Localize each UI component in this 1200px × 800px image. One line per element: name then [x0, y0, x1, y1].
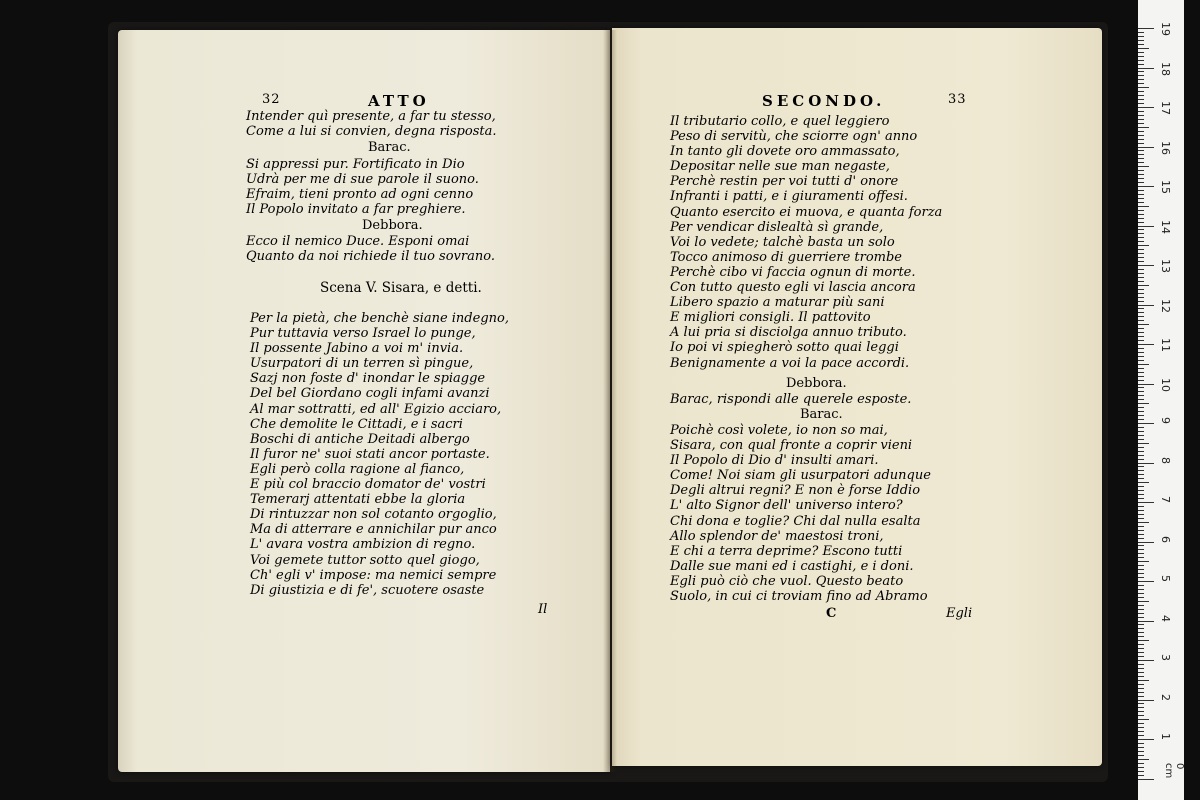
verse-line: Chi dona e toglie? Chi dal nulla esalta: [670, 513, 921, 529]
ruler-number: 7: [1159, 496, 1172, 503]
ruler-tick: [1138, 589, 1144, 590]
ruler-number: 11: [1159, 338, 1172, 352]
verse-line: Efraim, tieni pronto ad ogni cenno: [246, 187, 474, 203]
ruler-tick: [1138, 640, 1149, 641]
ruler-tick: [1138, 174, 1144, 175]
book-gutter: [603, 30, 617, 772]
ruler-tick: [1138, 265, 1154, 266]
ruler-tick: [1138, 672, 1144, 673]
ruler-number: 10: [1159, 377, 1172, 392]
ruler-tick: [1138, 660, 1154, 661]
ruler-number: 6: [1159, 535, 1172, 543]
ruler-tick: [1138, 162, 1144, 163]
ruler-tick: [1138, 324, 1149, 325]
ruler-tick: [1138, 755, 1144, 756]
verse-line: Come! Noi siam gli usurpatori adunque: [670, 468, 931, 484]
ruler-tick: [1138, 593, 1144, 594]
ruler-tick: [1138, 52, 1144, 53]
ruler-tick: [1138, 237, 1144, 238]
verse-line: Dalle sue mani ed i castighi, e i doni.: [670, 558, 914, 574]
verse-line: Voi gemete tuttor sotto quel giogo,: [250, 552, 480, 568]
verse-line: Al mar sottratti, ed all' Egizio acciaro,: [250, 401, 502, 417]
ruler-tick: [1138, 411, 1144, 412]
ruler-tick: [1138, 56, 1144, 57]
ruler-tick: [1138, 553, 1144, 554]
ruler-tick: [1138, 68, 1154, 69]
verse-line: Barac, rispondi alle querele esposte.: [670, 392, 912, 407]
verse-line: Come a lui si convien, degna risposta.: [246, 124, 497, 140]
ruler-tick: [1138, 676, 1144, 677]
verse-line: Boschi di antiche Deitadi albergo: [250, 431, 470, 447]
ruler-tick: [1138, 597, 1144, 598]
verse-line: In tanto gli dovete oro ammassato,: [670, 144, 900, 160]
verse-line: Di giustizia e di fe', scuotere osaste: [250, 582, 485, 598]
right-catchword: Egli: [946, 606, 973, 621]
ruler-tick: [1138, 198, 1144, 199]
ruler-tick: [1138, 549, 1144, 550]
ruler-tick: [1138, 95, 1144, 96]
ruler-tick: [1138, 696, 1144, 697]
ruler-tick: [1138, 368, 1144, 369]
ruler-tick: [1138, 178, 1144, 179]
verse-line: Degli altrui regni? E non è forse Iddio: [670, 483, 921, 499]
verse-line: Il possente Jabino a voi m' invia.: [250, 341, 464, 357]
ruler-tick: [1138, 64, 1144, 65]
ruler-tick: [1138, 581, 1154, 582]
ruler-tick: [1138, 427, 1144, 428]
ruler-tick: [1138, 214, 1144, 215]
ruler-tick: [1138, 482, 1149, 483]
ruler-tick: [1138, 522, 1149, 523]
verse-line: Ma di atterrare e annichilar pur anco: [250, 522, 497, 538]
ruler-tick: [1138, 735, 1144, 736]
ruler-tick: [1138, 447, 1144, 448]
ruler-tick: [1138, 715, 1144, 716]
ruler-tick: [1138, 320, 1144, 321]
ruler-tick: [1138, 621, 1154, 622]
ruler-tick: [1138, 680, 1149, 681]
ruler-tick: [1138, 455, 1144, 456]
ruler-tick: [1138, 423, 1154, 424]
ruler-tick: [1138, 293, 1144, 294]
ruler-tick: [1138, 565, 1144, 566]
ruler-tick: [1138, 139, 1144, 140]
verse-line: Poichè così volete, io non so mai,: [670, 423, 888, 438]
verse-line: Egli però colla ragione al fianco,: [250, 461, 465, 477]
ruler-tick: [1138, 233, 1144, 234]
ruler-tick: [1138, 743, 1144, 744]
ruler-number: 17: [1159, 101, 1172, 115]
ruler-tick: [1138, 71, 1144, 72]
ruler-number: 18: [1159, 61, 1172, 76]
left-page-number: 32: [262, 92, 281, 107]
verse-line: Il furor ne' suoi stati ancor portaste.: [250, 446, 490, 462]
verse-line: Che demolite le Cittadi, e i sacri: [250, 416, 463, 432]
ruler-tick: [1138, 253, 1144, 254]
left-text-block-3: [246, 234, 495, 264]
verse-line: Ecco il nemico Duce. Esponi omai: [246, 234, 470, 249]
verse-line: Intender quì presente, a far tu stesso,: [246, 109, 496, 124]
ruler-tick: [1138, 605, 1144, 606]
ruler-tick: [1138, 739, 1154, 740]
ruler-tick: [1138, 530, 1144, 531]
left-catchword: Il: [538, 602, 548, 617]
left-text-block-2: [246, 157, 479, 217]
right-text-block-3: [670, 423, 931, 604]
ruler-tick: [1138, 194, 1144, 195]
ruler-tick: [1138, 186, 1154, 187]
ruler-tick: [1138, 40, 1144, 41]
ruler-tick: [1138, 494, 1144, 495]
ruler-tick: [1138, 190, 1144, 191]
ruler-tick: [1138, 538, 1144, 539]
verse-line: A lui pria si disciolga annuo tributo.: [670, 325, 907, 341]
ruler-tick: [1138, 380, 1144, 381]
ruler-tick: [1138, 510, 1144, 511]
verse-line: Suolo, in cui ci troviam fino ad Abramo: [670, 589, 928, 605]
ruler-tick: [1138, 459, 1144, 460]
ruler-tick: [1138, 668, 1144, 669]
verse-line: Il Popolo invitato a far preghiere.: [246, 202, 466, 218]
ruler-tick: [1138, 356, 1144, 357]
ruler-tick: [1138, 289, 1144, 290]
ruler-tick: [1138, 403, 1149, 404]
ruler-tick: [1138, 644, 1144, 645]
ruler-tick: [1138, 107, 1154, 108]
ruler-unit-label: 0 cm: [1163, 763, 1185, 779]
ruler-tick: [1138, 387, 1144, 388]
ruler-tick: [1138, 218, 1144, 219]
ruler-tick: [1138, 297, 1144, 298]
ruler-tick: [1138, 32, 1144, 33]
ruler-tick: [1138, 87, 1149, 88]
ruler-tick: [1138, 166, 1149, 167]
ruler-tick: [1138, 182, 1144, 183]
ruler-tick: [1138, 577, 1144, 578]
left-text-block-1: [246, 109, 496, 139]
ruler-tick: [1138, 727, 1144, 728]
verse-line: Con tutto questo egli vi lascia ancora: [670, 280, 916, 296]
left-text-block-4: [250, 311, 509, 598]
ruler-tick: [1138, 348, 1144, 349]
ruler-tick: [1138, 415, 1144, 416]
ruler-tick: [1138, 79, 1144, 80]
signature-mark: C: [826, 606, 837, 621]
ruler-tick: [1138, 775, 1144, 776]
ruler-number: 12: [1159, 298, 1172, 313]
ruler-tick: [1138, 395, 1144, 396]
verse-line: Sisara, con qual fronte a coprir vieni: [670, 438, 913, 454]
ruler-tick: [1138, 281, 1144, 282]
ruler-tick: [1138, 534, 1144, 535]
ruler-tick: [1138, 60, 1144, 61]
left-speaker-2: Debbora.: [362, 218, 423, 233]
ruler-tick: [1138, 518, 1144, 519]
ruler-tick: [1138, 305, 1154, 306]
verse-line: L' avara vostra ambizion di regno.: [250, 537, 476, 553]
ruler-tick: [1138, 103, 1144, 104]
ruler-tick: [1138, 249, 1144, 250]
ruler-tick: [1138, 257, 1144, 258]
ruler-tick: [1138, 308, 1144, 309]
ruler-tick: [1138, 451, 1144, 452]
ruler-tick: [1138, 328, 1144, 329]
ruler-tick: [1138, 28, 1154, 29]
verse-line: E migliori consigli. Il pattovito: [670, 310, 871, 326]
ruler-tick: [1138, 648, 1144, 649]
right-text-block-2: [670, 392, 911, 407]
ruler-tick: [1138, 91, 1144, 92]
ruler-tick: [1138, 135, 1144, 136]
ruler-tick: [1138, 352, 1144, 353]
ruler-tick: [1138, 269, 1144, 270]
ruler-tick: [1138, 119, 1144, 120]
verse-line: Peso di servitù, che sciorre ogn' anno: [670, 129, 918, 145]
verse-line: Usurpatori di un terren sì pingue,: [250, 356, 474, 372]
verse-line: Egli può ciò che vuol. Questo beato: [670, 573, 904, 589]
ruler-tick: [1138, 226, 1154, 227]
ruler-tick: [1138, 624, 1144, 625]
ruler-tick: [1138, 273, 1144, 274]
ruler-tick: [1138, 384, 1154, 385]
left-running-head: ATTO: [368, 92, 430, 110]
ruler-tick: [1138, 99, 1144, 100]
verse-line: Del bel Giordano cogli infami avanzi: [250, 386, 490, 402]
verse-line: Benignamente a voi la pace accordi.: [670, 355, 910, 371]
ruler-tick: [1138, 751, 1144, 752]
ruler-tick: [1138, 344, 1154, 345]
ruler-tick: [1138, 419, 1144, 420]
ruler-number: 13: [1159, 259, 1172, 273]
ruler-tick: [1138, 463, 1154, 464]
ruler-tick: [1138, 261, 1144, 262]
verse-line: Quanto esercito ei muova, e quanta forza: [670, 204, 943, 220]
ruler-tick: [1138, 474, 1144, 475]
ruler-tick: [1138, 692, 1144, 693]
ruler-tick: [1138, 636, 1144, 637]
ruler-tick: [1138, 613, 1144, 614]
ruler-tick: [1138, 364, 1149, 365]
ruler-tick: [1138, 767, 1144, 768]
verse-line: Perchè restin per voi tutti d' onore: [670, 174, 899, 190]
ruler-tick: [1138, 431, 1144, 432]
right-text-block-1: [670, 114, 942, 371]
measurement-ruler: [1138, 0, 1184, 800]
ruler-tick: [1138, 443, 1149, 444]
ruler-tick: [1138, 684, 1144, 685]
verse-line: L' alto Signor dell' universo intero?: [670, 498, 903, 514]
ruler-tick: [1138, 763, 1144, 764]
ruler-tick: [1138, 372, 1144, 373]
ruler-tick: [1138, 36, 1144, 37]
ruler-tick: [1138, 498, 1144, 499]
ruler-tick: [1138, 779, 1154, 780]
verse-line: Per la pietà, che benchè siane indegno,: [250, 311, 509, 326]
ruler-tick: [1138, 506, 1144, 507]
ruler-tick: [1138, 700, 1154, 701]
ruler-tick: [1138, 170, 1144, 171]
ruler-tick: [1138, 143, 1144, 144]
ruler-tick: [1138, 609, 1144, 610]
verse-line: Tocco animoso di guerriere trombe: [670, 249, 903, 265]
ruler-tick: [1138, 202, 1144, 203]
verse-line: Depositar nelle sue man negaste,: [670, 159, 890, 175]
ruler-tick: [1138, 628, 1144, 629]
ruler-number: 8: [1159, 456, 1172, 464]
ruler-tick: [1138, 131, 1144, 132]
verse-line: Allo splendor de' maestosi troni,: [670, 528, 884, 544]
ruler-tick: [1138, 585, 1144, 586]
ruler-number: 9: [1159, 417, 1172, 424]
ruler-tick: [1138, 514, 1144, 515]
ruler-tick: [1138, 301, 1144, 302]
ruler-number: 14: [1159, 219, 1172, 234]
ruler-tick: [1138, 111, 1144, 112]
ruler-tick: [1138, 210, 1144, 211]
ruler-tick: [1138, 545, 1144, 546]
verse-line: Il tributario collo, e quel leggiero: [670, 114, 890, 129]
ruler-tick: [1138, 478, 1144, 479]
ruler-tick: [1138, 652, 1144, 653]
ruler-tick: [1138, 470, 1144, 471]
right-page-number: 33: [948, 92, 967, 107]
ruler-tick: [1138, 229, 1144, 230]
ruler-tick: [1138, 245, 1149, 246]
verse-line: Temerarj attentati ebbe la gloria: [250, 492, 466, 508]
ruler-number: 5: [1159, 575, 1172, 582]
ruler-tick: [1138, 312, 1144, 313]
ruler-tick: [1138, 617, 1144, 618]
verse-line: E più col braccio domator de' vostri: [250, 477, 486, 493]
scene-heading: Scena V. Sisara, e detti.: [320, 280, 482, 296]
ruler-tick: [1138, 719, 1149, 720]
ruler-tick: [1138, 360, 1144, 361]
ruler-tick: [1138, 759, 1149, 760]
verse-line: Sazj non foste d' inondar le spiagge: [250, 371, 486, 387]
ruler-tick: [1138, 154, 1144, 155]
ruler-tick: [1138, 435, 1144, 436]
ruler-tick: [1138, 222, 1144, 223]
verse-line: Io poi vi spiegherò sotto quai leggi: [670, 340, 899, 356]
ruler-tick: [1138, 340, 1144, 341]
ruler-number: 2: [1159, 693, 1172, 701]
ruler-tick: [1138, 285, 1149, 286]
ruler-tick: [1138, 147, 1154, 148]
ruler-tick: [1138, 48, 1149, 49]
right-speaker-2: Barac.: [800, 407, 843, 422]
ruler-tick: [1138, 542, 1154, 543]
ruler-number: 4: [1159, 614, 1172, 622]
ruler-tick: [1138, 376, 1144, 377]
ruler-tick: [1138, 632, 1144, 633]
right-speaker-1: Debbora.: [786, 376, 847, 391]
ruler-tick: [1138, 601, 1149, 602]
verse-line: Ch' egli v' impose: ma nemici sempre: [250, 567, 497, 583]
verse-line: Voi lo vedete; talchè basta un solo: [670, 234, 895, 250]
ruler-tick: [1138, 44, 1144, 45]
ruler-tick: [1138, 703, 1144, 704]
ruler-tick: [1138, 557, 1144, 558]
ruler-number: 15: [1159, 180, 1172, 194]
ruler-tick: [1138, 664, 1144, 665]
ruler-tick: [1138, 206, 1149, 207]
ruler-tick: [1138, 407, 1144, 408]
verse-line: Perchè cibo vi faccia ognun di morte.: [670, 264, 916, 280]
verse-line: Libero spazio a maturar più sani: [670, 295, 885, 311]
left-speaker-1: Barac.: [368, 140, 411, 155]
verse-line: Quanto da noi richiede il tuo sovrano.: [246, 249, 495, 265]
verse-line: Udrà per me di sue parole il suono.: [246, 172, 479, 188]
ruler-tick: [1138, 466, 1144, 467]
ruler-tick: [1138, 439, 1144, 440]
ruler-tick: [1138, 707, 1144, 708]
ruler-number: 19: [1159, 22, 1172, 36]
ruler-tick: [1138, 336, 1144, 337]
right-running-head: SECONDO.: [762, 92, 886, 110]
ruler-tick: [1138, 526, 1144, 527]
ruler-tick: [1138, 399, 1144, 400]
ruler-tick: [1138, 127, 1149, 128]
ruler-tick: [1138, 75, 1144, 76]
ruler-tick: [1138, 561, 1149, 562]
ruler-tick: [1138, 83, 1144, 84]
verse-line: E chi a terra deprime? Escono tutti: [670, 543, 903, 559]
ruler-number: 16: [1159, 140, 1172, 155]
ruler-tick: [1138, 490, 1144, 491]
ruler-tick: [1138, 316, 1144, 317]
verse-line: Si appressi pur. Fortificato in Dio: [246, 157, 465, 172]
ruler-tick: [1138, 391, 1144, 392]
ruler-tick: [1138, 158, 1144, 159]
ruler-tick: [1138, 569, 1144, 570]
ruler-tick: [1138, 688, 1144, 689]
ruler-tick: [1138, 332, 1144, 333]
ruler-tick: [1138, 711, 1144, 712]
verse-line: Di rintuzzar non sol cotanto orgoglio,: [250, 507, 497, 523]
ruler-tick: [1138, 573, 1144, 574]
ruler-tick: [1138, 656, 1144, 657]
ruler-tick: [1138, 771, 1144, 772]
verse-line: Infranti i patti, e i giuramenti offesi.: [670, 189, 908, 205]
ruler-tick: [1138, 486, 1144, 487]
ruler-tick: [1138, 123, 1144, 124]
ruler-tick: [1138, 731, 1144, 732]
ruler-tick: [1138, 723, 1144, 724]
ruler-tick: [1138, 241, 1144, 242]
ruler-tick: [1138, 747, 1144, 748]
ruler-tick: [1138, 115, 1144, 116]
ruler-tick: [1138, 150, 1144, 151]
ruler-number: 1: [1159, 733, 1172, 740]
ruler-number: 3: [1159, 654, 1172, 661]
ruler-tick: [1138, 277, 1144, 278]
verse-line: Per vendicar dislealtà sì grande,: [670, 219, 884, 235]
ruler-tick: [1138, 502, 1154, 503]
verse-line: Il Popolo di Dio d' insulti amari.: [670, 453, 879, 469]
verse-line: Pur tuttavia verso Israel lo punge,: [250, 326, 476, 342]
